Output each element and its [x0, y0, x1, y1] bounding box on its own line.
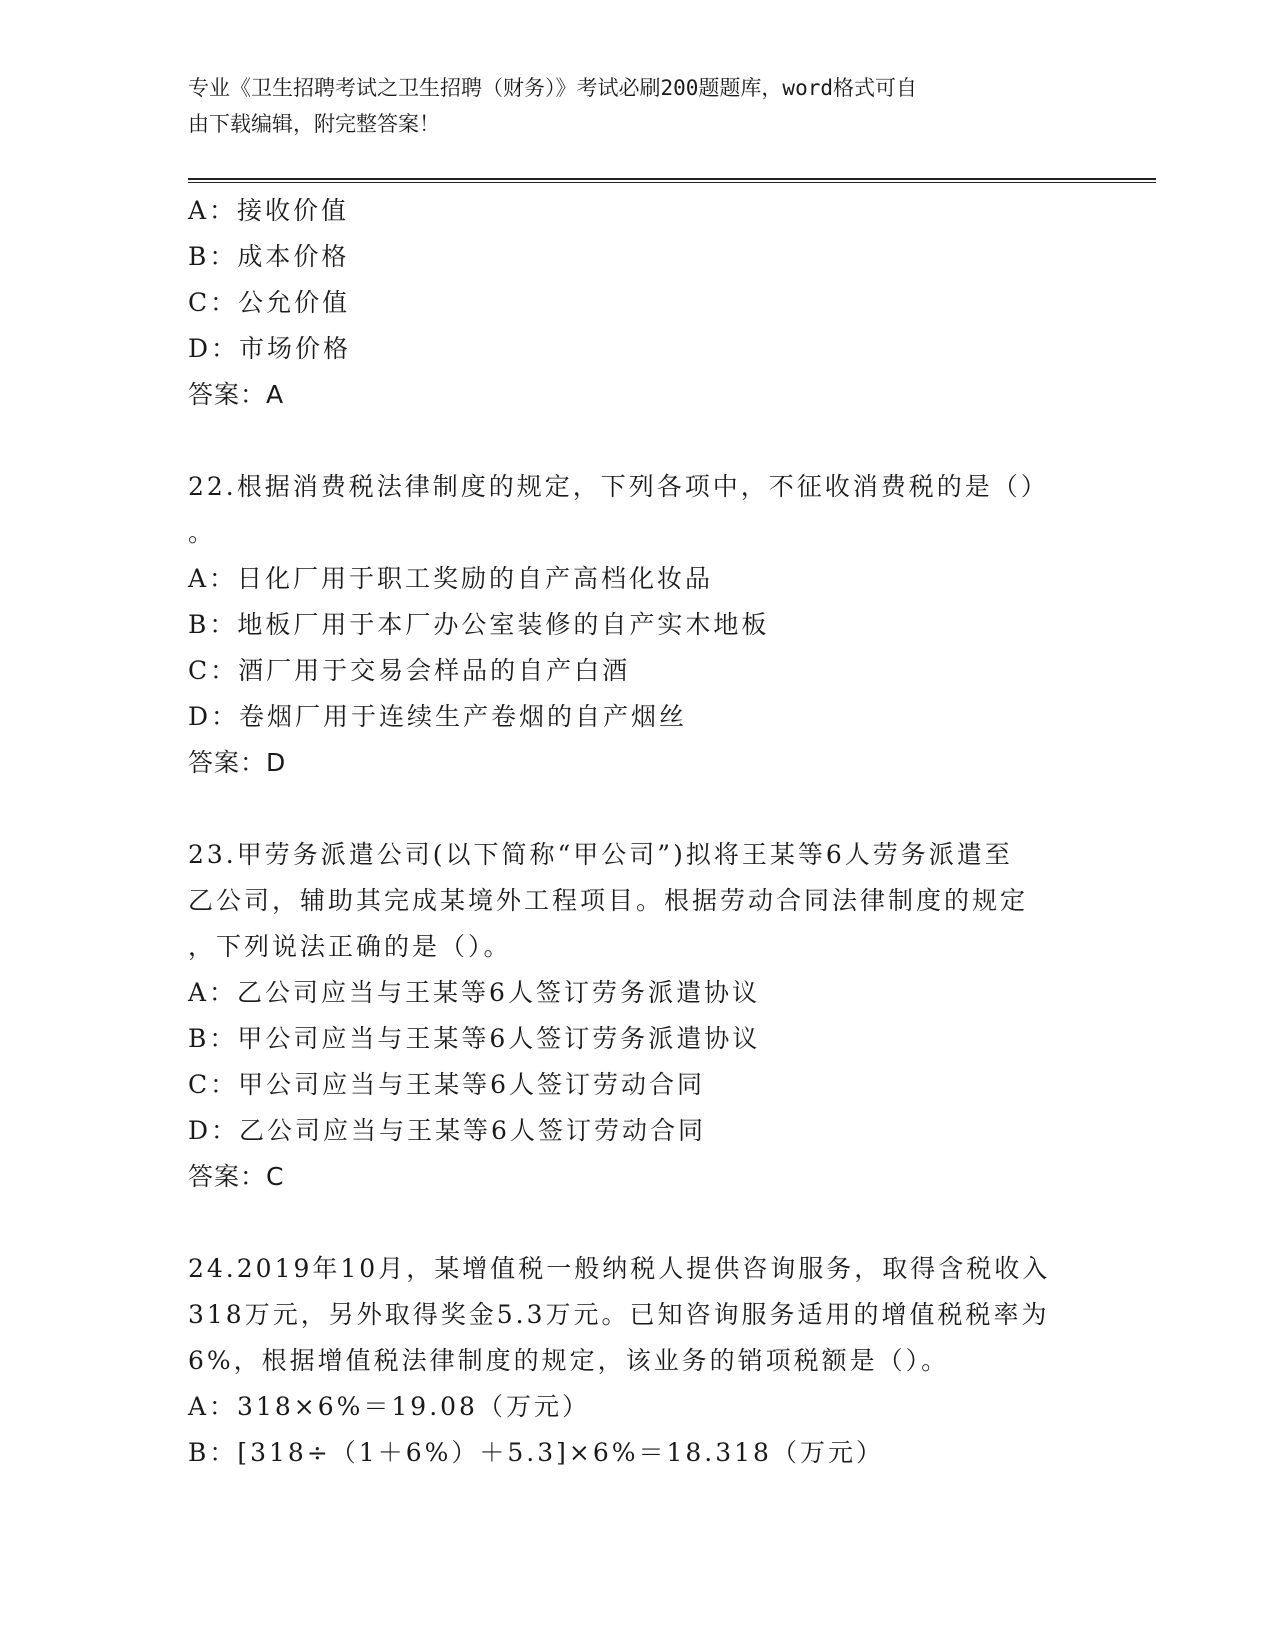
header-divider	[188, 178, 1156, 180]
question-24	[188, 1246, 1088, 1476]
question-stem-line: 。	[188, 518, 217, 547]
question-22	[188, 464, 1088, 786]
option-b: B：成本价格	[188, 242, 350, 271]
option-b: B：甲公司应当与王某等6人签订劳务派遣协议	[188, 1024, 761, 1053]
question-23	[188, 832, 1088, 1200]
document-header	[188, 70, 1068, 142]
option-a: A：318×6%＝19.08（万元）	[188, 1392, 590, 1421]
header-title-line-2: 由下载编辑，附完整答案！	[188, 112, 440, 136]
answer: 答案：D	[188, 748, 287, 777]
question-stem-line: 乙公司，辅助其完成某境外工程项目。根据劳动合同法律制度的规定	[188, 886, 1029, 915]
question-stem-line: 24.2019年10月，某增值税一般纳税人提供咨询服务，取得含税收入	[188, 1254, 1051, 1283]
option-a: A：接收价值	[188, 196, 350, 225]
option-b: B：地板厂用于本厂办公室装修的自产实木地板	[188, 610, 770, 639]
question-list	[188, 188, 1088, 1476]
option-c: C：酒厂用于交易会样品的自产白酒	[188, 656, 631, 685]
question-stem-line: ，下列说法正确的是（）。	[188, 932, 512, 961]
question-stem-line: 318万元，另外取得奖金5.3万元。已知咨询服务适用的增值税税率为	[188, 1300, 1050, 1329]
option-a: A：乙公司应当与王某等6人签订劳务派遣协议	[188, 978, 760, 1007]
option-c: C：甲公司应当与王某等6人签订劳动合同	[188, 1070, 706, 1099]
option-b: B：[318÷（1＋6%）＋5.3]×6%＝18.318（万元）	[188, 1438, 884, 1467]
spacer	[188, 1200, 1088, 1246]
header-title-line-1: 专业《卫生招聘考试之卫生招聘（财务）》考试必刷200题题库，word格式可自	[188, 76, 917, 100]
spacer	[188, 786, 1088, 832]
spacer	[188, 418, 1088, 464]
question-21	[188, 188, 1088, 418]
answer: 答案：C	[188, 1162, 285, 1191]
question-stem-line: 23.甲劳务派遣公司(以下简称“甲公司”)拟将王某等6人劳务派遣至	[188, 840, 1013, 869]
question-stem-line: 22.根据消费税法律制度的规定，下列各项中，不征收消费税的是（）	[188, 472, 1049, 501]
option-d: D：市场价格	[188, 334, 352, 363]
header-divider-thin	[188, 182, 1156, 183]
answer: 答案：A	[188, 380, 285, 409]
option-c: C：公允价值	[188, 288, 351, 317]
option-a: A：日化厂用于职工奖励的自产高档化妆品	[188, 564, 714, 593]
option-d: D：乙公司应当与王某等6人签订劳动合同	[188, 1116, 706, 1145]
option-d: D：卷烟厂用于连续生产卷烟的自产烟丝	[188, 702, 688, 731]
question-stem-line: 6%，根据增值税法律制度的规定，该业务的销项税额是（）。	[188, 1346, 950, 1375]
